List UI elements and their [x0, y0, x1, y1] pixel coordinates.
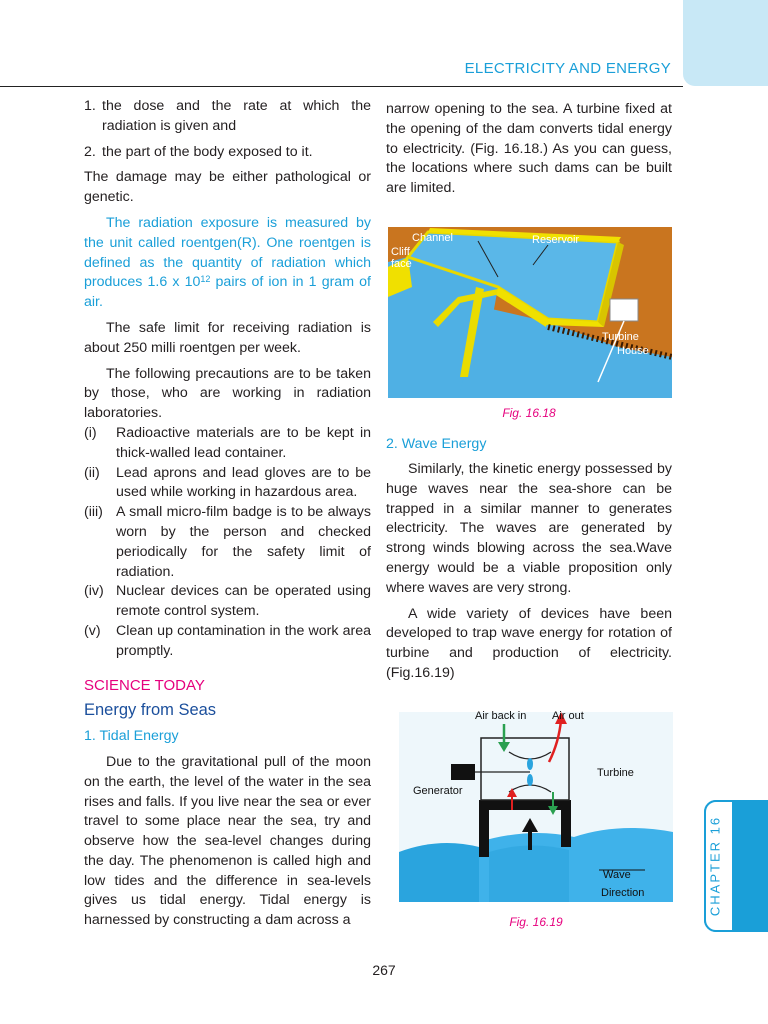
roentgen-text: The radiation exposure is measured by the unit called roentgen(R). One roentgen is defined as the quantity of radiation which produces 1.6 x 10 [84, 214, 371, 291]
tidal-energy-heading: 1. Tidal Energy [84, 728, 179, 745]
figure-16-19-caption: Fig. 16.19 [509, 915, 563, 929]
wave-chamber-water [489, 845, 569, 902]
list-text: the part of the body exposed to it. [102, 143, 313, 160]
turbine-rotor-upper [527, 758, 533, 770]
turbine-label: Turbine [602, 331, 639, 343]
precaution-text: Nuclear devices can be operated using remote control system. [116, 583, 371, 620]
precaution-item [84, 424, 371, 464]
roentgen-superscript: 12 [200, 274, 211, 285]
list-item [84, 143, 371, 163]
face-label: face [391, 258, 412, 270]
tidal-continued-paragraph: narrow opening to the sea. A turbine fixed at the opening of the dam converts tidal energy to electricity. (Fig. 16.18.) As you can guess, the locations where such dams can be built are limited. [386, 101, 672, 197]
precaution-number: (iii) [84, 504, 103, 521]
wave-paragraph-2: A wide variety of devices have been developed to trap wave energy for rotation of turbine and production of electricity. (Fig.16.19) [386, 605, 672, 681]
wave-label: Wave [603, 869, 631, 881]
wave-energy-heading: 2. Wave Energy [386, 436, 487, 452]
header-title: ELECTRICITY AND ENERGY [464, 60, 671, 77]
generator-box [451, 764, 475, 780]
roentgen-paragraph [84, 214, 371, 313]
precaution-item [84, 622, 371, 662]
list-number: 1. [84, 98, 96, 114]
precaution-text: A small micro-film badge is to be always worn by the person and checked periodically for the safety limit of radiation. [116, 504, 371, 580]
roentgen-text-end: pairs of ion in 1 gram of air. [84, 274, 371, 311]
precaution-number: (ii) [84, 464, 100, 481]
precaution-item [84, 464, 371, 504]
tidal-dam-figure [388, 227, 672, 398]
wave-left [399, 843, 479, 902]
right-column-top [386, 100, 672, 199]
precaution-text: Lead aprons and lead gloves are to be used while working in hazardous area. [116, 464, 371, 501]
safe-limit-paragraph: The safe limit for receiving radiation is about 250 milli roentgen per week. [84, 319, 371, 356]
precaution-item [84, 503, 371, 582]
header-rule [0, 86, 683, 87]
turbine-rotor-lower [527, 774, 533, 786]
list-number: 2. [84, 143, 96, 160]
turbine-house-box [610, 299, 638, 321]
air-out-label: Air out [552, 710, 584, 722]
wave-paragraph-1: Similarly, the kinetic energy possessed by huge waves near the sea-shore can be trapped in a similar manner to generates electricity. The waves are generated by strong winds blowing across the sea.Wave energy would be a viable proposition only where waves are very strong. [386, 461, 672, 596]
turbine-label: Turbine [597, 767, 634, 779]
air-back-label: Air back in [475, 710, 527, 722]
precaution-text: Clean up contamination in the work area promptly. [116, 622, 371, 659]
figure-16-18-caption: Fig. 16.18 [502, 406, 556, 420]
wave-energy-figure [399, 702, 673, 914]
page-number: 267 [372, 962, 396, 978]
science-today-heading: SCIENCE TODAY [84, 676, 205, 694]
damage-paragraph: The damage may be either pathological or genetic. [84, 169, 371, 206]
precaution-text: Radioactive materials are to be kept in thick-walled lead container. [116, 424, 371, 461]
generator-label: Generator [413, 785, 463, 797]
precaution-number: (v) [84, 622, 101, 639]
precautions-intro: The following precautions are to be taken by those, who are working in radiation laboratories. [84, 365, 371, 422]
precaution-item [84, 582, 371, 622]
left-column [84, 97, 371, 931]
energy-seas-heading: Energy from Seas [84, 701, 217, 720]
right-column-bottom [386, 460, 672, 684]
house-label: House [617, 345, 649, 357]
precaution-number: (i) [84, 424, 97, 441]
header-corner-tab [683, 0, 768, 86]
precaution-number: (iv) [84, 583, 104, 600]
tidal-paragraph: Due to the gravitational pull of the moon on the earth, the level of the water in the sea rises and falls. If you live near the sea or ever travel to some place near the sea, try and observe how the sea-level changes during the day. The phenomenon is called high and low tides and the difference in sea-levels gives us tidal energy. Tidal energy is harnessed by constructing a dam across a [84, 753, 371, 929]
cliff-label: Cliff [391, 246, 410, 258]
reservoir-label: Reservoir [532, 234, 580, 246]
chapter-label: CHAPTER 16 [707, 815, 723, 917]
list-item [84, 97, 371, 137]
direction-label: Direction [601, 887, 645, 899]
list-text: the dose and the rate at which the radiation is given and [102, 98, 371, 134]
channel-label: Channel [412, 232, 453, 244]
